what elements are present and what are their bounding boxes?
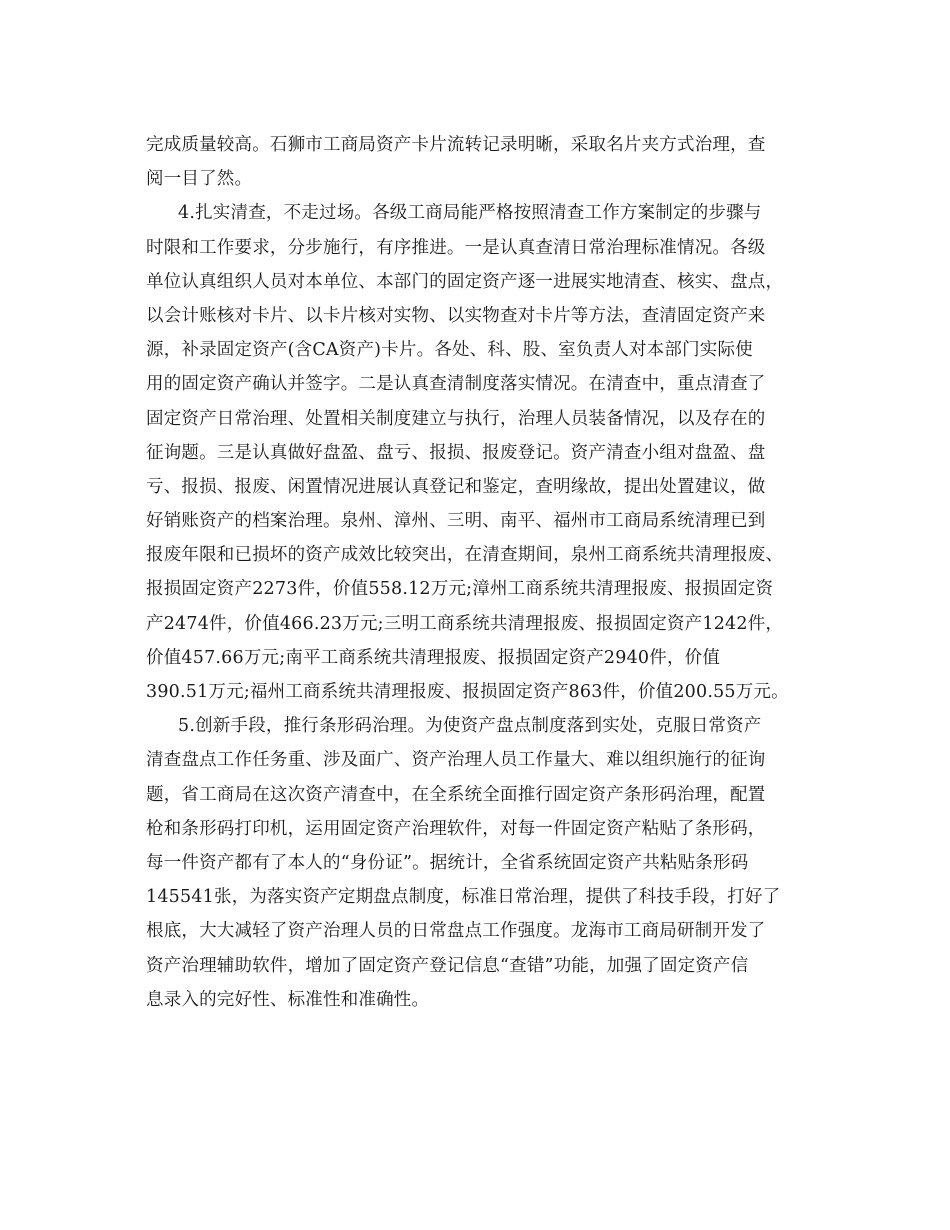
- text-line: 5.创新手段，推行条形码治理。为使资产盘点制度落到实处，克服日常资产: [178, 716, 762, 737]
- text-line: 报损固定资产2273件，价值558.12万元;漳州工商系统共清理报废、报损固定资: [146, 579, 774, 600]
- text-line: 390.51万元;福州工商系统共清理报废、报损固定资产863件，价值200.55万元。: [146, 682, 789, 702]
- text-line: 以会计账核对卡片、以卡片核对实物、以实物查对卡片等方法，查清固定资产来: [146, 305, 766, 326]
- text-line: 征询题。三是认真做好盘盈、盘亏、报损、报废登记。资产清查小组对盘盈、盘: [146, 442, 766, 463]
- text-line: 源，补录固定资产(含CA资产)卡片。各处、科、股、室负责人对本部门实际使: [146, 340, 753, 361]
- text-line: 145541张，为落实资产定期盘点制度，标准日常治理，提供了科技手段，打好了: [146, 887, 781, 908]
- text-line: 阅一目了然。: [146, 169, 253, 190]
- text-line: 固定资产日常治理、处置相关制度建立与执行，治理人员装备情况，以及存在的: [146, 408, 766, 429]
- text-line: 完成质量较高。石狮市工商局资产卡片流转记录明晰，采取名片夹方式治理，查: [146, 135, 766, 155]
- text-line: 题，省工商局在这次资产清查中，在全系统全面推行固定资产条形码治理，配置: [146, 784, 766, 805]
- text-line: 产2474件，价值466.23万元;三明工商系统共清理报废、报损固定资产1242件，: [146, 613, 784, 634]
- text-line: 清查盘点工作任务重、涉及面广、资产治理人员工作量大、难以组织施行的征询: [146, 750, 766, 771]
- text-line: 价值457.66万元;南平工商系统共清理报废、报损固定资产2940件，价值: [146, 647, 721, 668]
- text-line: 4.扎实清查，不走过场。各级工商局能严格按照清查工作方案制定的步骤与: [178, 203, 762, 224]
- text-line: 每一件资产都有了本人的“身份证”。据统计，全省系统固定资产共粘贴条形码: [146, 852, 749, 873]
- text-line: 亏、报损、报废、闲置情况进展认真登记和鉴定，查明缘故，提出处置建议，做: [146, 476, 766, 497]
- text-line: 时限和工作要求，分步施行，有序推进。一是认真查清日常治理标准情况。各级: [146, 237, 766, 258]
- text-line: 根底，大大减轻了资产治理人员的日常盘点工作强度。龙海市工商局研制开发了: [146, 921, 766, 942]
- text-line: 枪和条形码打印机，运用固定资产治理软件，对每一件固定资产粘贴了条形码，: [146, 818, 766, 839]
- text-line: 报废年限和已损坏的资产成效比较突出，在清查期间，泉州工商系统共清理报废、: [146, 545, 784, 566]
- text-line: 单位认真组织人员对本单位、本部门的固定资产逐一进展实地清查、核实、盘点，: [146, 271, 784, 292]
- text-line: 用的固定资产确认并签字。二是认真查清制度落实情况。在清查中，重点清查了: [146, 374, 766, 395]
- text-line: 资产治理辅助软件，增加了固定资产登记信息“查错”功能，加强了固定资产信: [146, 955, 749, 976]
- text-line: 息录入的完好性、标准性和准确性。: [146, 989, 430, 1010]
- text-line: 好销账资产的档案治理。泉州、漳州、三明、南平、福州市工商局系统清理已到: [146, 511, 766, 532]
- body-text: [146, 128, 826, 1017]
